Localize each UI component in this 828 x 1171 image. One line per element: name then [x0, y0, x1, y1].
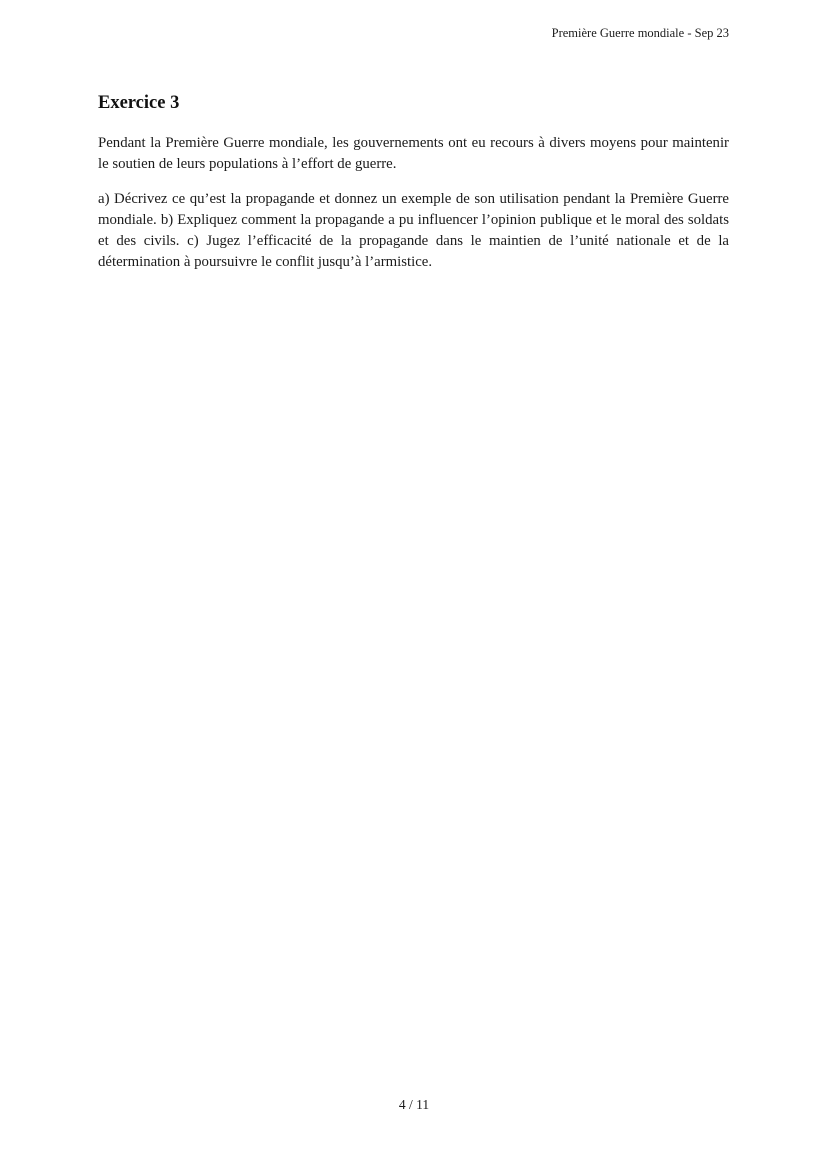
exercise-section [98, 93, 729, 286]
exercise-intro-paragraph: Pendant la Première Guerre mondiale, les gouvernements ont eu recours à divers moyens pour maintenir le soutien de leurs populations à l’effort de guerre. [98, 135, 729, 173]
page-footer [0, 1097, 828, 1113]
page-header [98, 26, 729, 41]
page-number: 4 / 11 [398, 1097, 430, 1112]
exercise-questions-paragraph: a) Décrivez ce qu’est la propagande et donnez un exemple de son utilisation pendant la Première Guerre mondiale. b) Expliquez comment la propagande a pu influencer l’opinion publique et le moral des soldats et des civils. c) Jugez l’efficacité de la propagande dans le maintien de l’unité nationale et de la détermination à poursuivre le conflit jusqu’à l’armistice. [98, 190, 729, 271]
exercise-heading: Exercice 3 [98, 93, 180, 113]
header-title: Première Guerre mondiale - Sep 23 [551, 26, 729, 40]
